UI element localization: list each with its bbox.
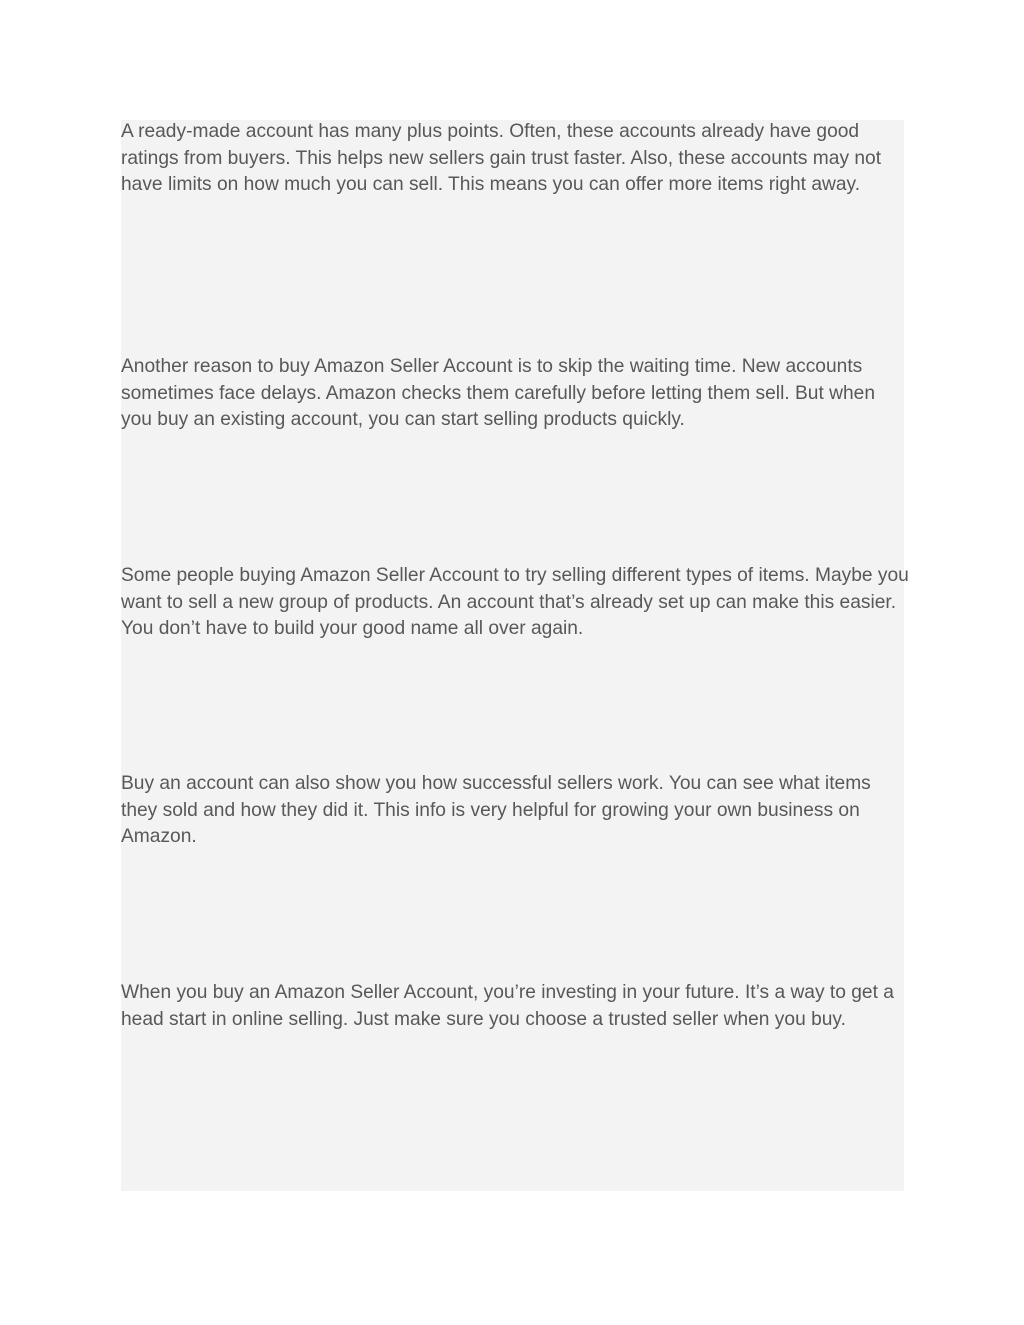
paragraph-ready-made-account: A ready-made account has many plus points. Often, these accounts already have good ratings from buyers. This helps new sellers gain trust faster. Also, these accounts may not have limits on how much you can sell. This means you can offer more items right away. bbox=[121, 121, 882, 195]
paragraph-successful-sellers: Buy an account can also show you how successful sellers work. You can see what items they sold and how they did it. This info is very helpful for growing your own business on Amazon. bbox=[121, 773, 871, 847]
paragraph-investing-future: When you buy an Amazon Seller Account, you’re investing in your future. It’s a way to get a head start in online selling. Just make sure you choose a trusted seller when you buy. bbox=[121, 982, 894, 1030]
paragraph-skip-waiting-time: Another reason to buy Amazon Seller Account is to skip the waiting time. New accounts sometimes face delays. Amazon checks them carefully before letting them sell. But when you buy an existing account, you can start selling products quickly. bbox=[121, 356, 875, 430]
paragraph-different-items: Some people buying Amazon Seller Account to try selling different types of items. Maybe you want to sell a new group of products. An account that’s already set up can make this easier. You don’t have to build your good name all over again. bbox=[121, 565, 909, 639]
